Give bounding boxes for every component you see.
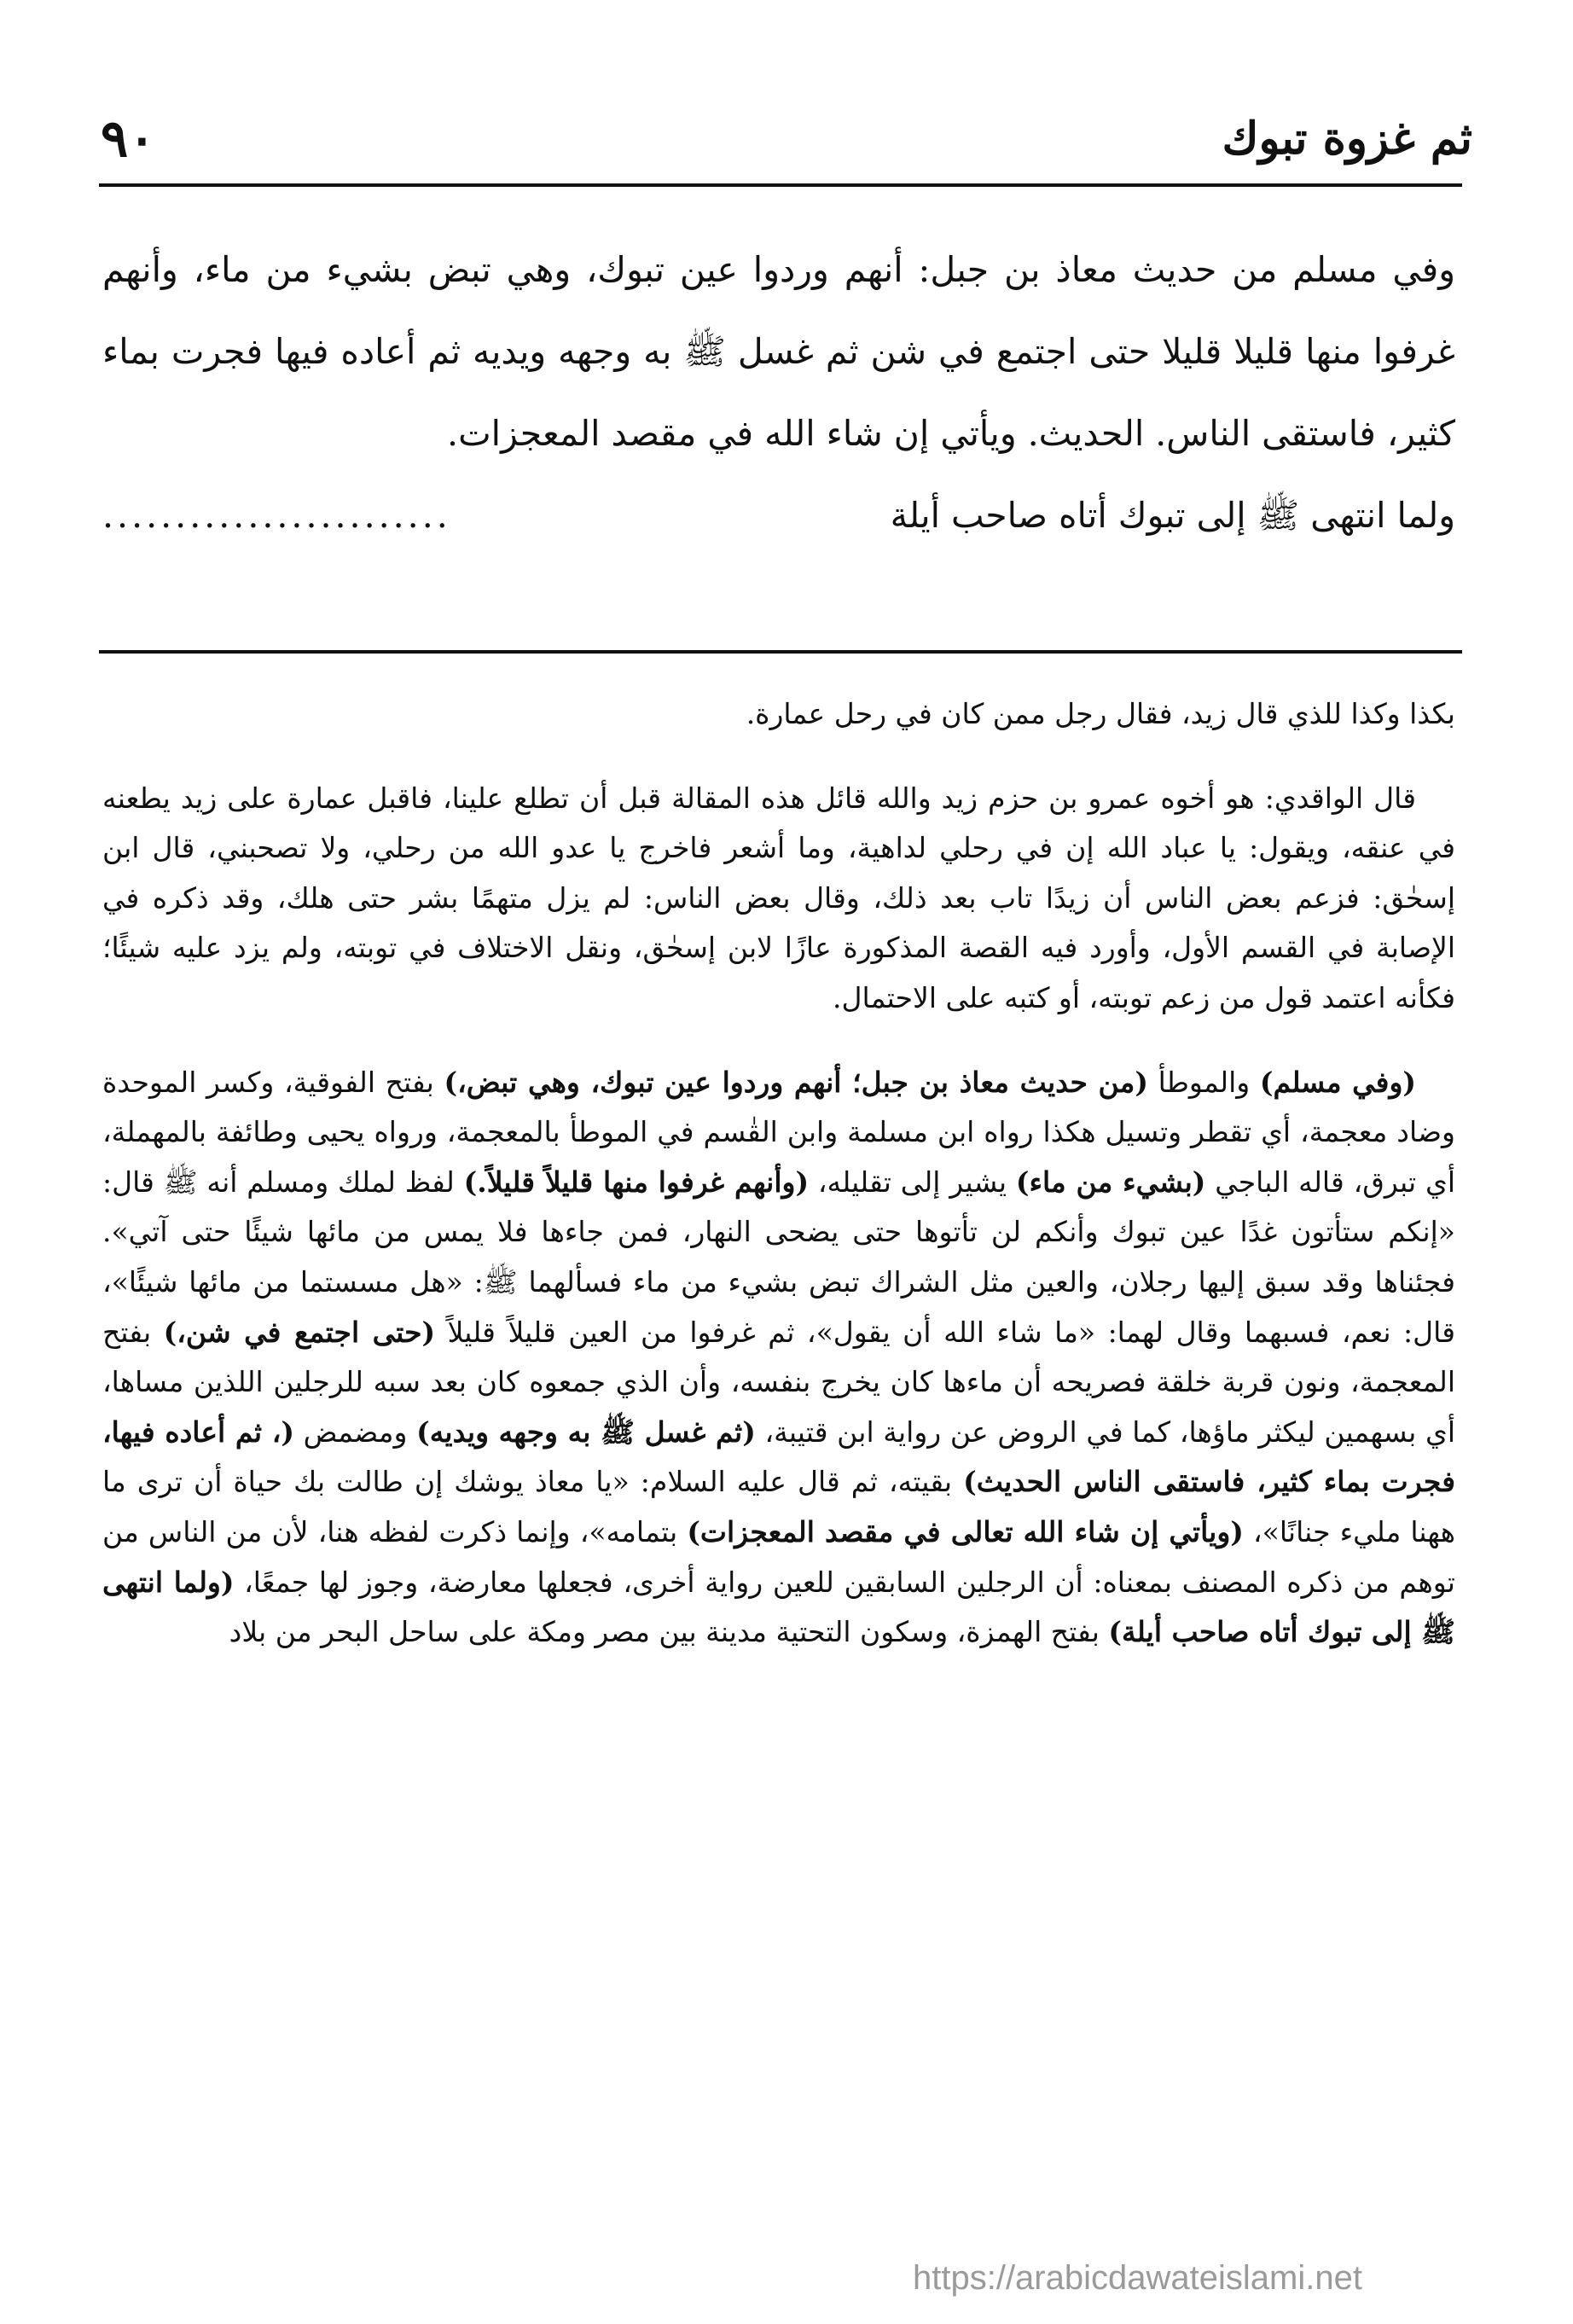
bold-quote: (ولما انتهى ﷺ إلى تبوك أتاه صاحب أيلة) <box>102 1565 1455 1649</box>
main-text-last-line <box>102 474 1455 556</box>
section-divider-rule <box>99 650 1462 654</box>
main-text-last-line-text: ولما انتهى ﷺ إلى تبوك أتاه صاحب أيلة <box>890 495 1455 536</box>
commentary-text-run: لفظ لملك ومسلم أنه ﷺ قال: «إنكم ستأتون غدًا عين تبوك وأنكم لن تأتوها حتى يضحى النهار، فمن جاءها فلا يمس من مائها شيئًا حتى آتي». فجئناها وقد سبق إليها رجلان، والعين مثل الشراك تبض بشيء من ماء فسألهما ﷺ: «هل مسستما من مائها شيئًا»، قال: نعم، فسبهما وقال لهما: «ما شاء الله أن يقول»، ثم غرفوا من العين قليلاً قليلاً <box>102 1165 1455 1349</box>
page-header <box>101 101 1472 177</box>
commentary-text-run: بفتح الفوقية، وكسر الموحدة وضاد معجمة، أي تقطر وتسيل هكذا رواه ابن مسلمة وابن القٰسم في الموطأ بالمعجمة، ورواه يحيى وطائفة بالمهملة، أي تبرق، قاله الباجي <box>102 1065 1455 1199</box>
commentary-text-run: بتمامه»، وإنما ذكرت لفظه هنا، لأن من الناس من توهم من ذكره المصنف بمعناه: أن الرجلين السابقين للعين رواية أخرى، فجعلها معارضة، وجوز لها جمعًا، <box>102 1514 1455 1599</box>
page-number: ٩٠ <box>101 109 156 169</box>
main-text-paragraph: وفي مسلم من حديث معاذ بن جبل: أنهم وردوا عين تبوك، وهي تبض بشيء من ماء، وأنهم غرفوا منها قليلا قليلا حتى اجتمع في شن ثم غسل ﷺ به وجهه ويديه ثم أعاده فيها فجرت بماء كثير، فاستقى الناس. الحديث. ويأتي إن شاء الله في مقصد المعجزات. <box>102 249 1455 454</box>
commentary-text-run: بقيته، ثم قال عليه السلام: «يا معاذ يوشك إن طالت بك حياة أن ترى ما ههنا مليء جنانًا»، <box>102 1465 1455 1548</box>
main-text <box>102 229 1455 556</box>
commentary-text-run: بفتح المعجمة، ونون قربة خلقة فصريحه أن ماءها كان يخرج بنفسه، وأن الذي جمعوه كان بعد سبه للرجلين اللذين مساها، أي بسهمين ليكثر ماؤها، كما في الروض عن رواية ابن قتيبة، <box>102 1315 1455 1449</box>
bold-quote: (من حديث معاذ بن جبل؛ أنهم وردوا عين تبوك، وهي تبض،) <box>444 1065 1148 1099</box>
header-rule <box>99 183 1462 187</box>
bold-quote: (وأنهم غرفوا منها قليلاً قليلاً.) <box>463 1165 810 1199</box>
continuation-dots: ........................ <box>102 495 451 536</box>
bold-quote: (ويأتي إن شاء الله تعالى في مقصد المعجزات) <box>687 1514 1244 1548</box>
commentary-text <box>102 689 1455 1658</box>
bold-quote: (ثم غسل ﷺ به وجهه ويديه) <box>416 1415 756 1449</box>
bold-quote: (بشيء من ماء) <box>1015 1165 1206 1199</box>
commentary-paragraph-1: بكذا وكذا للذي قال زيد، فقال رجل ممن كان في رحل عمارة. <box>746 697 1455 730</box>
commentary-paragraph-2: قال الواقدي: هو أخوه عمرو بن حزم زيد والله قائل هذه المقالة قبل أن تطلع علينا، فاقبل عمارة على زيد يطعنه في عنقه، ويقول: يا عباد الله إن في رحلي لداهية، وما أشعر فاخرج يا عدو الله من رحلي، ولا تصحبني، قال ابن إسحٰق: فزعم بعض الناس أن زيدًا تاب بعد ذلك، وقال بعض الناس: لم يزل متهمًا بشر حتى هلك، وقد ذكره في الإصابة في القسم الأول، وأورد فيه القصة المذكورة عازًا لابن إسحٰق، ونقل الاختلاف في توبته، ولم يزد عليه شيئًا؛ فكأنه اعتمد قول من زعم توبته، أو كتبه على الاحتمال. <box>102 781 1456 1014</box>
commentary-text-run: ومضمض <box>293 1415 417 1449</box>
bold-quote: (وفي مسلم) <box>1259 1065 1416 1099</box>
running-title: ثم غزوة تبوك <box>1222 113 1472 165</box>
commentary-text-run: والموطأ <box>1147 1065 1260 1099</box>
commentary-paragraph-3 <box>102 1058 1455 1658</box>
paragraph-gap <box>102 740 1455 774</box>
source-watermark: https://arabicdawateislami.net <box>913 2259 1362 2297</box>
commentary-text-run: بفتح الهمزة، وسكون التحتية مدينة بين مصر ومكة على ساحل البحر من بلاد <box>229 1615 1109 1649</box>
commentary-text-run: يشير إلى تقليله، <box>809 1165 1016 1199</box>
paragraph-gap <box>102 1024 1455 1058</box>
bold-quote: (حتى اجتمع في شن،) <box>163 1315 436 1349</box>
bold-quote: (، ثم أعاده فيها، فجرت بماء كثير، فاستقى الناس الحديث) <box>102 1415 1455 1499</box>
